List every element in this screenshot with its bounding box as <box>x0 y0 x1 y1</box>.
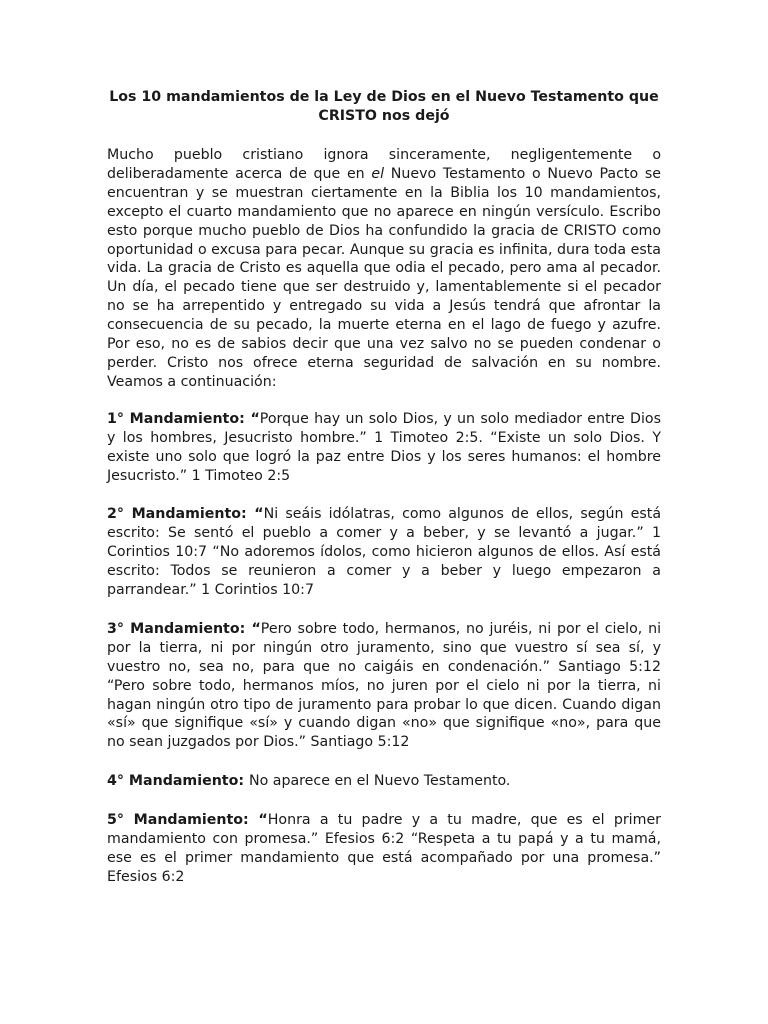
intro-text-part2: Nuevo Testamento o Nuevo Pacto se encuentran y se muestran ciertamente en la Biblia los 10 mandamientos, excepto el cuarto mandamiento que no aparece en ningún versículo. Escribo esto porque mucho pueblo de Dios ha confundido la gracia de CRISTO como oportunidad o excusa para pecar. Aunque su gracia es infinita, dura toda esta vida. La gracia de Cristo es aquella que odia el pecado, pero ama al pecador. Un día, el pecado tiene que ser destruido y, lamentablemente si el pecador no se ha arrepentido y entregado su vida a Jesús tendrá que afrontar la consecuencia de su pecado, la muerte eterna en el lago de fuego y azufre. Por eso, no es de sabios decir que una vez salvo no se pueden condenar o perder. Cristo nos ofrece eterna seguridad de salvación en su nombre. Veamos a continuación: <box>107 165 661 390</box>
commandment-label: 2° Mandamiento: <box>107 506 247 523</box>
document-title: Los 10 mandamientos de la Ley de Dios en el Nuevo Testamento que CRISTO nos dejó <box>109 89 659 124</box>
commandment-label: 5° Mandamiento: <box>107 812 249 829</box>
commandment-2 <box>107 505 661 600</box>
commandment-text: Honra a tu padre y a tu madre, que es el primer mandamiento con promesa.” Efesios 6:2 “Respeta a tu papá y a tu mamá, ese es el primer mandamiento que está acompañado por una promesa.” Efesios 6:2 <box>107 812 662 885</box>
opening-quote: “ <box>244 410 260 427</box>
commandment-label: 4° Mandamiento: <box>107 773 244 790</box>
commandment-1 <box>107 410 661 486</box>
opening-quote: “ <box>245 620 261 637</box>
commandment-text: Ni seáis idólatras, como algunos de ellos, según está escrito: Se sentó el pueblo a comer y a beber, y se levantó a jugar.” 1 Corintios 10:7 “No adoremos ídolos, como hicieron algunos de ellos. Así está escrito: Todos se reunieron a comer y a beber y luego empezaron a parrandear.” 1 Corintios 10:7 <box>107 506 662 599</box>
commandment-text: Porque hay un solo Dios, y un solo mediador entre Dios y los hombres, Jesucristo hombre.” 1 Timoteo 2:5. “Existe un solo Dios. Y existe uno solo que logró la paz entre Dios y los seres humanos: el hombre Jesucristo.” 1 Timoteo 2:5 <box>107 410 661 484</box>
document-page <box>107 88 661 907</box>
opening-quote: “ <box>246 506 264 523</box>
commandment-3 <box>107 620 661 752</box>
commandment-5 <box>107 811 661 887</box>
commandment-text: Pero sobre todo, hermanos, no juréis, ni por el cielo, ni por la tierra, ni por ningún otro juramento, sino que vuestro sí sea sí, y vuestro no, sea no, para que no caigáis en condenación.” Santiago 5:12 “Pero sobre todo, hermanos míos, no juren por el cielo ni por la tierra, ni hagan ningún otro tipo de juramento para probar lo que dicen. Cuando digan «sí» que signifique «sí» y cuando digan «no» que signifique «no», para que no sean juzgados por Dios.” Santiago 5:12 <box>107 620 662 751</box>
intro-text-part1: Mucho pueblo cristiano ignora sinceramente, negligentemente o deliberadamente acerca de que en <box>107 147 661 182</box>
commandment-4 <box>107 772 661 791</box>
intro-paragraph <box>107 146 661 392</box>
intro-emphasis: el <box>371 165 385 182</box>
commandment-label: 3° Mandamiento: <box>107 620 246 637</box>
commandment-label: 1° Mandamiento: <box>107 410 245 427</box>
opening-quote: “ <box>248 812 268 829</box>
commandment-text: No aparece en el Nuevo Testamento. <box>248 773 511 790</box>
